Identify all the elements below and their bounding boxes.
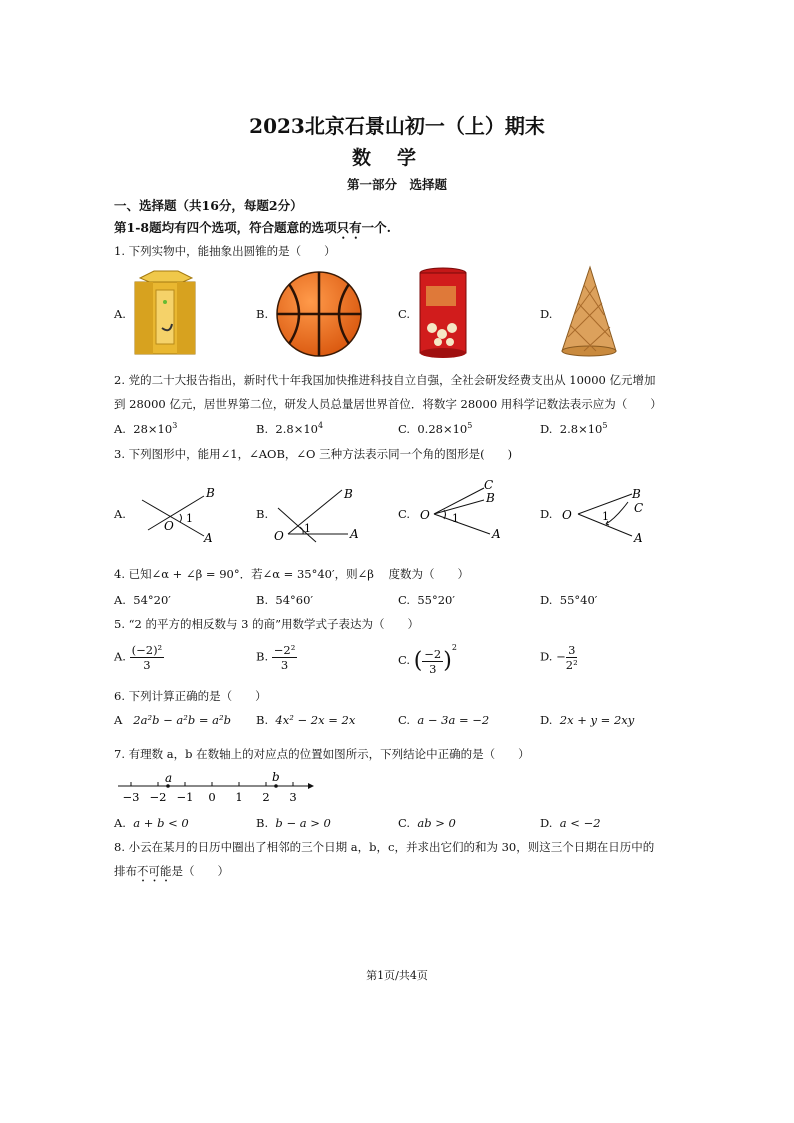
q2-option-a: A. $28\times 10^3$ [114,421,178,436]
part-heading: 第一部分 选择题 [346,177,447,192]
svg-text:−2: −2 [149,790,167,804]
q3-option-a: A. [114,507,126,521]
q8-stem-line2: 排布不可能是（ ） [114,864,229,878]
q6-option-b: B. 4x² − 2x = 2x [256,713,356,727]
q6-option-a: A 2a²b − a²b = a²b [114,713,231,727]
q5-option-a: A. $\frac{\text{(−2)²}}{3}$ [114,643,163,672]
subject-title: 数学 [351,147,442,169]
svg-text:0: 0 [208,790,216,804]
q5-option-b: B. $\frac{\text{−2²}}{3}$ [256,643,296,672]
svg-text:3: 3 [289,790,297,804]
q5-stem: 5. “2 的平方的相反数与 3 的商”用数学式子表达为（ ） [114,617,419,631]
svg-text:O: O [164,519,174,533]
q4-option-b: B. 54°60′ [256,593,314,607]
q1-option-c: C. [398,307,411,321]
q3-figure-b [272,480,372,544]
q3-figure-a [140,482,230,544]
q3-figure-c [418,476,518,542]
q7-number-line [114,770,314,806]
q5-option-c: C. ( $\frac{-2}{3}$ )$^2$ [398,643,457,676]
svg-text:−1: −1 [176,790,194,804]
q7-option-b: B. b − a > 0 [256,816,331,830]
q6-option-c: C. a − 3a = −2 [398,713,490,727]
q7-option-c: C. ab > 0 [398,816,456,830]
svg-text:1: 1 [452,512,459,525]
basketball-image [275,270,363,358]
svg-text:O: O [274,529,284,543]
q3-figure-d [560,480,660,544]
page-title: 2023北京石景山初一（上）期末 [249,114,545,138]
red-cylinder-can-image [418,266,468,360]
q3-option-d: D. [540,507,553,521]
ice-cream-cone-image [560,265,618,361]
q6-stem: 6. 下列计算正确的是（ ） [114,689,267,703]
svg-text:B: B [344,487,353,501]
q7-option-a: A. a + b < 0 [114,816,189,830]
section-instruction: 第1-8题均有四个选项，符合题意的选项只有一个. [114,220,391,235]
q2-stem-line1: 2. 党的二十大报告指出，新时代十年我国加快推进科技自立自强，全社会研发经费支出从 10000 亿元增加 [114,373,656,387]
q5-option-d: D. − $\frac{3}{\text{2²}}$ [540,643,578,672]
q8-stem-line1: 8. 小云在某月的日历中圈出了相邻的三个日期 a，b，c，并求出它们的和为 30，则这三个日期在日历中的 [114,840,655,854]
page-number: 第1页/共4页 [366,969,428,982]
q1-option-d: D. [540,307,553,321]
q7-stem: 7. 有理数 a，b 在数轴上的对应点的位置如图所示，下列结论中正确的是（ ） [114,747,530,761]
svg-text:1: 1 [235,790,243,804]
q3-option-b: B. [256,507,269,521]
svg-text:A: A [492,527,501,541]
svg-text:1: 1 [304,522,311,535]
q4-stem: 4. 已知∠α + ∠β = 90°．若∠α = 35°40′，则∠β 度数为（ ） [114,567,469,581]
svg-text:2: 2 [262,790,270,804]
svg-text:A: A [634,531,643,544]
svg-text:a: a [165,771,173,785]
q3-option-c: C. [398,507,411,521]
svg-text:A: A [204,531,213,544]
svg-text:1: 1 [186,512,193,525]
q3-stem: 3. 下列图形中，能用∠1，∠AOB，∠O 三种方法表示同一个角的图形是( ) [114,447,513,461]
q7-option-d: D. a < −2 [540,816,601,830]
svg-text:b: b [272,770,280,784]
hexagonal-tea-box-image [132,268,198,358]
q4-option-a: A. 54°20′ [114,593,171,607]
q2-option-d: D. $2.8\times 10^5$ [540,421,608,436]
q1-option-a: A. [114,307,126,321]
svg-text:−3: −3 [122,790,140,804]
svg-text:C: C [484,478,494,492]
q1-stem: 1. 下列实物中，能抽象出圆锥的是（ ） [114,244,336,258]
q4-option-d: D. 55°40′ [540,593,598,607]
q4-option-c: C. 55°20′ [398,593,455,607]
section-heading: 一、选择题（共16分，每题2分） [114,198,303,213]
svg-text:C: C [634,501,644,515]
svg-text:A: A [350,527,359,541]
q2-option-c: C. $0.28\times 10^5$ [398,421,473,436]
q6-option-d: D. 2x + y = 2xy [540,713,635,727]
svg-text:1: 1 [602,510,609,523]
q2-option-b: B. $2.8\times 10^4$ [256,421,324,436]
svg-text:B: B [206,486,215,500]
svg-text:B: B [486,491,495,505]
svg-text:O: O [562,508,572,522]
q2-stem-line2: 到 28000 亿元，居世界第二位，研发人员总量居世界首位．将数字 28000 用科学记数法表示应为（ ） [114,397,662,411]
svg-text:O: O [420,508,430,522]
svg-text:B: B [632,487,641,501]
q1-option-b: B. [256,307,269,321]
